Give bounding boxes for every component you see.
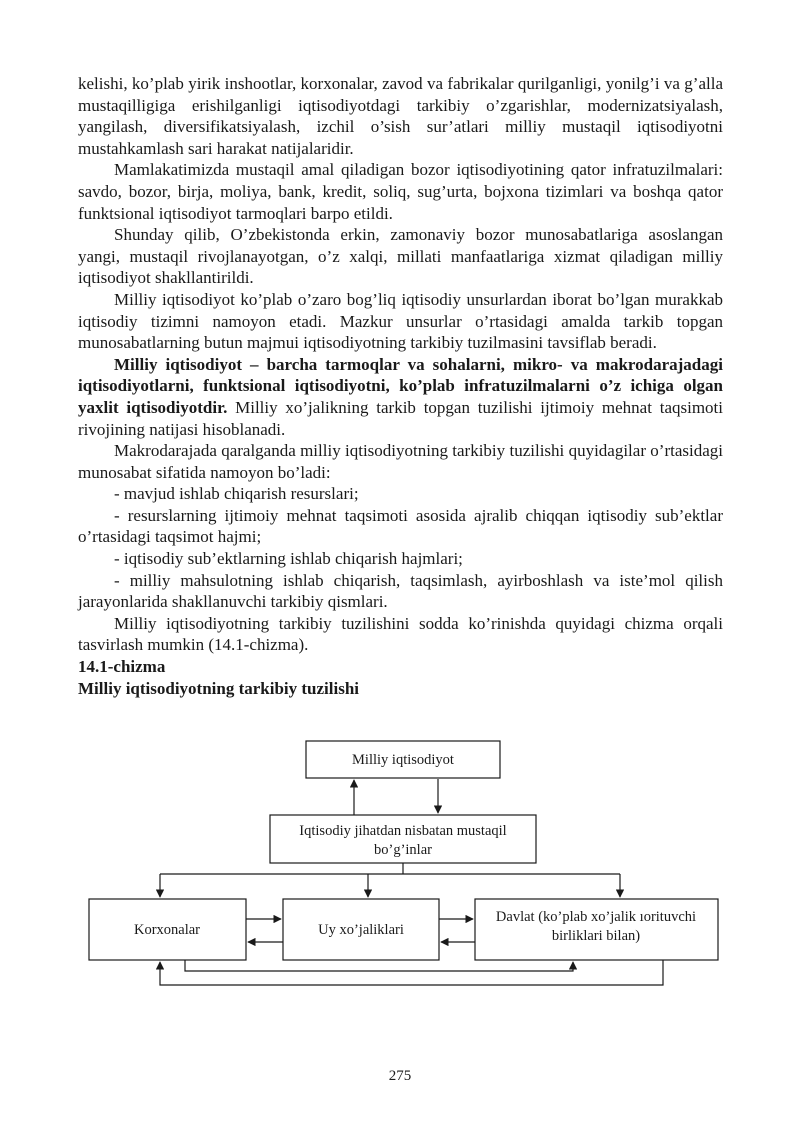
label-milliy-iqtisodiyot: Milliy iqtisodiyot <box>352 752 454 768</box>
list-item: - iqtisodiy sub’ektlarning ishlab chiqarish hajmlari; <box>114 549 463 569</box>
list-item: - mavjud ishlab chiqarish resurslari; <box>114 484 359 504</box>
paragraph-7: Milliy iqtisodiyotning tarkibiy tuzilishini sodda ko’rinishda quyidagi chizma orqali tasvirlash mumkin (14.1-chizma). <box>78 613 723 655</box>
page-number: 275 <box>388 1068 412 1084</box>
label-davlat-line2: birliklari bilan) <box>551 928 641 944</box>
figure-number: 14.1-chizma <box>78 657 166 677</box>
paragraph-3: Shunday qilib, O’zbekistonda erkin, zamonaviy bozor munosabatlariga asoslangan yangi, mustaqil rivojlanayotgan, o’z xalqi, millati manfaatlariga xizmat qiladigan milliy iqtisodiyot shakllantirildi. <box>78 225 723 288</box>
definition-rest: Milliy xo’jalikning tarkib topgan tuzilishi ijtimoiy mehnat taqsimoti rivojining natijasi hisoblanadi. <box>78 397 723 439</box>
paragraph-6: Makrodarajada qaralganda milliy iqtisodiyotning tarkibiy tuzilishi quyidagilar o’rtasidagi munosabat sifatida namoyon bo’ladi: <box>78 441 723 482</box>
figure-title: Milliy iqtisodiyotning tarkibiy tuzilishi <box>78 678 360 698</box>
label-mustaqil-line1: Iqtisodiy jihatdan nisbatan mustaqil <box>299 823 507 839</box>
label-davlat-line1: Davlat (ko’plab xo’jalik ıorituvchi <box>495 909 697 925</box>
list-item: - milliy mahsulotning ishlab chiqarish, taqsimlash, ayirboshlash va iste’mol qilish jarayonlarida shakllanuvchi tarkibiy qismlari. <box>78 570 723 612</box>
label-mustaqil-line2: bo’g’inlar <box>374 842 432 858</box>
loop-inner <box>185 960 573 971</box>
label-uy-xojaliklari: Uy xo’jaliklari <box>318 922 404 938</box>
paragraph-1: kelishi, ko’plab yirik inshootlar, korxonalar, zavod va fabrikalar qurilganligi, yonilg’i va g’alla mustaqilligiga erishilganligi iqtisodiyotdagi tarkibiy o’zgarishlar, modernizatsiyalash, yangilash, diversifikatsiyalash, izchil o’sish sur’atlari milliy mustaqil iqtisodiyotni mustahkamlash sari harakat natijalaridir. <box>78 74 723 158</box>
paragraph-2: Mamlakatimizda mustaqil amal qiladigan bozor iqtisodiyotining qator infratuzilmalari: savdo, bozor, birja, moliya, bank, kredit, soliq, sug’urta, bojxona tizimlari va boshqa qator funktsional iqtisodiyot tarmoqlari barpo etildi. <box>78 160 723 223</box>
loop-outer <box>160 960 663 985</box>
label-korxonalar: Korxonalar <box>133 922 201 938</box>
definition-bold: Milliy iqtisodiyot – barcha tarmoqlar va sohalarni, mikro- va makrodarajadagi iqtisodiyotlarni, funktsional iqtisodiyotni, ko’plab infratuzilmalarni o’z ichiga olgan yaxlit iqtisodiyotdir. <box>78 354 723 417</box>
paragraph-4: Milliy iqtisodiyot ko’plab o’zaro bog’liq iqtisodiy unsurlardan iborat bo’lgan murakkab iqtisodiy tizimni namoyon etadi. Mazkur unsurlar o’rtasidagi amalda tarkib topgan munosabatlarning butun majmui iqtisodiyotning tarkibiy tuzilmasini tavsiflab beradi. <box>78 289 723 353</box>
list-item: - resurslarning ijtimoiy mehnat taqsimoti asosida ajralib chiqqan iqtisodiy sub’ektlar o’rtasidagi taqsimot hajmi; <box>78 505 723 547</box>
